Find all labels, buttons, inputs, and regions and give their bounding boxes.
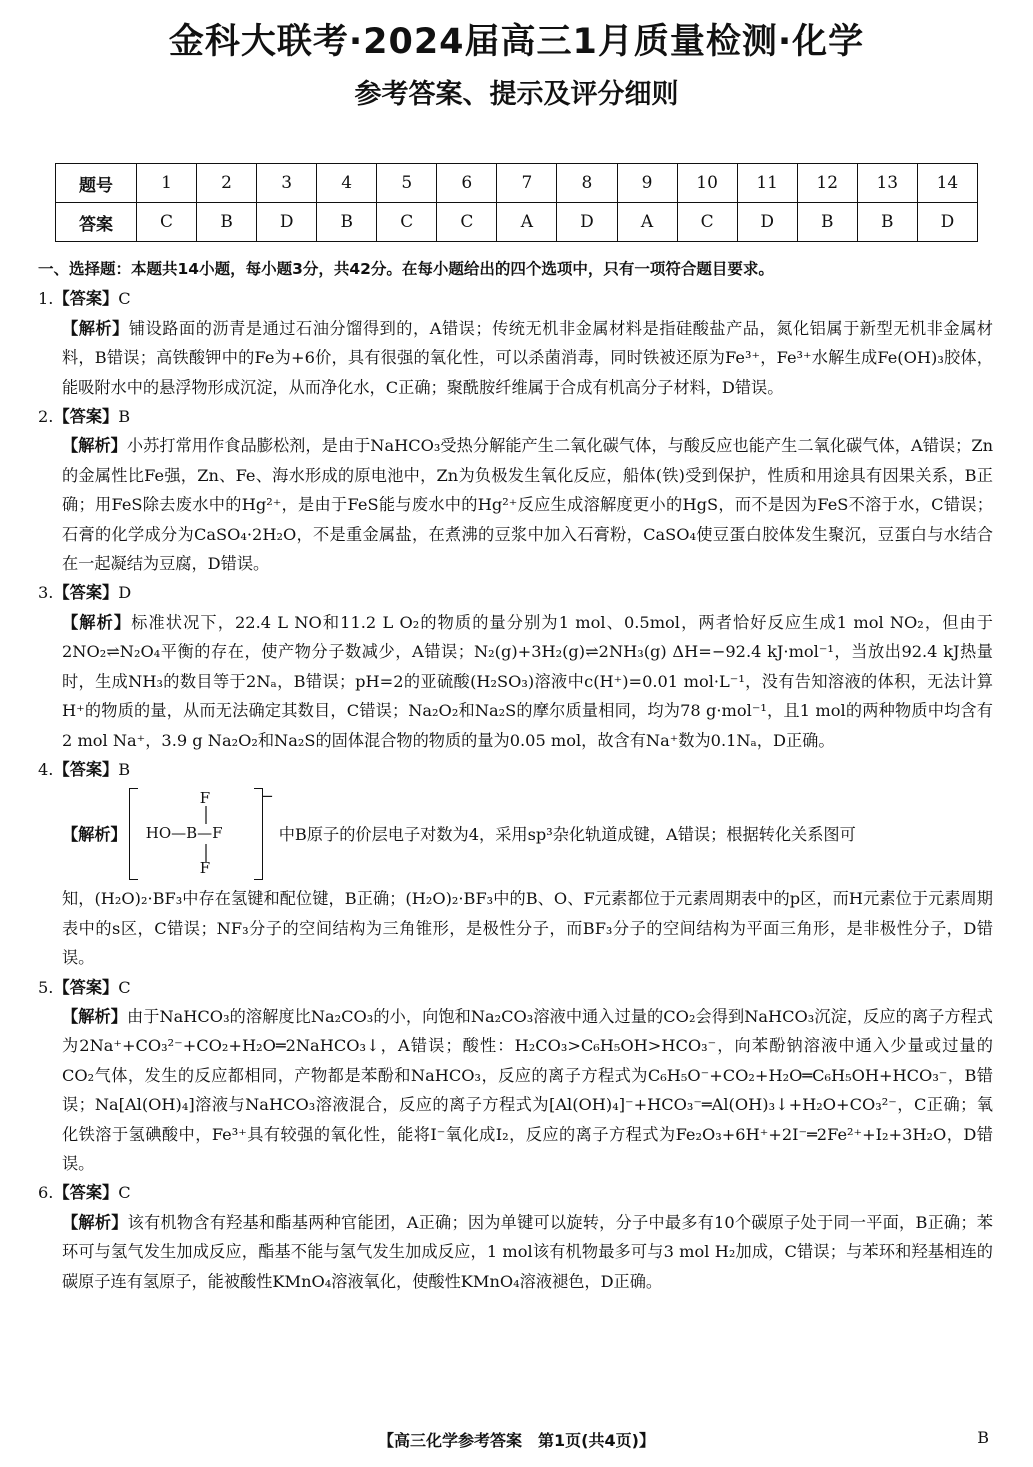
question-1-header — [38, 284, 993, 313]
table-cell: A — [497, 203, 557, 242]
answer-content — [38, 255, 993, 1296]
structure-main-chain: HO—B—F — [145, 824, 223, 843]
answer-label: 【答案】 — [53, 1183, 119, 1203]
analysis-text: 标准状况下，22.4 L NO和11.2 L O₂的物质的量分别为1 mol、0.5mol，两者恰好反应生成1 mol NO₂，但由于2NO₂⇌N₂O₄平衡的存在，使产物分子数减少，A错误；N₂(g)+3H₂(g)⇌2NH₃(g) ΔH=−92.4 kJ·mol⁻¹，当放出92.4 kJ热量时，生成NH₃的数目等于2Nₐ，B错误；pH=2的亚硫酸(H₂SO₃)溶液中c(H⁺)=0.01 mol·L⁻¹，没有告知溶液的体积，无法计算H⁺的物质的量，从而无法确定其数目，C错误；Na₂O₂和Na₂S的摩尔质量相同，均为78 g·mol⁻¹，且1 mol的两种物质中均含有2 mol Na⁺，3.9 g Na₂O₂和Na₂S的固体混合物的物质的量为0.05 mol，故含有Na⁺数为0.1Nₐ，D正确。 — [62, 612, 993, 750]
analysis-text: 知，(H₂O)₂·BF₃中存在氢键和配位键，B正确；(H₂O)₂·BF₃中的B、O、F元素都位于元素周期表中的p区，而H元素位于元素周期表中的s区，C错误；NF₃分子的空间结构为三角锥形，是极性分子，而BF₃分子的空间结构为平面三角形，是非极性分子，D错误。 — [62, 889, 993, 968]
question-answer: B — [118, 759, 131, 779]
table-cell: 2 — [197, 164, 257, 203]
table-cell: B — [317, 203, 377, 242]
answer-table — [55, 163, 978, 242]
analysis-label: 【解析】 — [62, 436, 127, 456]
answer-label: 【答案】 — [53, 289, 119, 309]
row-label-number: 题号 — [56, 164, 137, 203]
question-answer: D — [118, 583, 132, 603]
question-answer: C — [118, 977, 131, 997]
table-cell: D — [257, 203, 317, 242]
question-number: 4. — [38, 759, 54, 779]
bf3-complex-structure — [129, 787, 274, 880]
analysis-label: 【解析】 — [62, 824, 127, 844]
analysis-text: 该有机物含有羟基和酯基两种官能团，A正确；因为单键可以旋转，分子中最多有10个碳原子处于同一平面，B正确；苯环可与氢气发生加成反应，酯基不能与氢气发生加成反应，1 mol该有机物最多可与3 mol H₂加成，C错误；与苯环和羟基相连的碳原子连有氢原子，能被酸性KMnO₄溶液氧化，使酸性KMnO₄溶液褪色，D正确。 — [62, 1212, 993, 1291]
footer-text: 【高三化学参考答案 第1页(共4页)】 — [378, 1431, 655, 1450]
table-cell: 10 — [677, 164, 737, 203]
question-6-header — [38, 1178, 993, 1207]
question-6-analysis — [38, 1208, 993, 1296]
table-cell: B — [197, 203, 257, 242]
row-label-answer: 答案 — [56, 203, 137, 242]
table-cell: 11 — [737, 164, 797, 203]
question-answer: B — [118, 407, 131, 427]
answer-label: 【答案】 — [53, 583, 119, 603]
table-cell: 4 — [317, 164, 377, 203]
analysis-label: 【解析】 — [62, 318, 129, 338]
table-cell: D — [917, 203, 977, 242]
table-cell: 5 — [377, 164, 437, 203]
question-number: 6. — [38, 1183, 54, 1203]
question-answer: C — [118, 1183, 131, 1203]
question-3-analysis — [38, 608, 993, 755]
table-cell: C — [137, 203, 197, 242]
page-footer — [0, 1428, 1033, 1451]
answer-label: 【答案】 — [53, 759, 119, 779]
question-number: 2. — [38, 407, 54, 427]
analysis-text: 由于NaHCO₃的溶解度比Na₂CO₃的小，向饱和Na₂CO₃溶液中通入过量的CO₂会得到NaHCO₃沉淀，反应的离子方程式为2Na⁺+CO₃²⁻+CO₂+H₂O═2NaHCO₃↓，A错误；酸性：H₂CO₃>C₆H₅OH>HCO₃⁻，向苯酚钠溶液中通入少量或过量的CO₂气体，发生的反应都相同，产物都是苯酚和NaHCO₃，反应的离子方程式为C₆H₅O⁻+CO₂+H₂O═C₆H₅OH+HCO₃⁻，B错误；Na[Al(OH)₄]溶液与NaHCO₃溶液混合，反应的离子方程式为[Al(OH)₄]⁻+HCO₃⁻═Al(OH)₃↓+H₂O+CO₃²⁻，C正确；氧化铁溶于氢碘酸中，Fe³⁺具有较强的氧化性，能将I⁻氧化成I₂，反应的离子方程式为Fe₂O₃+6H⁺+2I⁻═2Fe²⁺+I₂+3H₂O，D错误。 — [62, 1006, 993, 1173]
table-cell: 12 — [797, 164, 857, 203]
analysis-label: 【解析】 — [62, 1212, 128, 1232]
table-cell: 14 — [917, 164, 977, 203]
section-heading: 一、选择题：本题共14小题，每小题3分，共42分。在每小题给出的四个选项中，只有一项符合题目要求。 — [38, 260, 774, 278]
question-4-header — [38, 755, 993, 784]
question-number: 5. — [38, 977, 54, 997]
table-cell: 6 — [437, 164, 497, 203]
table-cell: 13 — [857, 164, 917, 203]
question-2-analysis — [38, 431, 993, 578]
structure-top-atom: F — [199, 789, 211, 808]
table-row-answers — [56, 203, 978, 242]
question-4-structure-row — [38, 784, 993, 884]
question-1-analysis — [38, 314, 993, 402]
analysis-label: 【解析】 — [62, 612, 132, 632]
table-row-numbers — [56, 164, 978, 203]
table-cell: 8 — [557, 164, 617, 203]
analysis-text-first-line: 中B原子的价层电子对数为4，采用sp³杂化轨道成键，A错误；根据转化关系图可 — [278, 824, 856, 844]
page-title: 金科大联考·2024届高三1月质量检测·化学 — [168, 22, 865, 62]
question-2-header — [38, 402, 993, 431]
table-cell: A — [617, 203, 677, 242]
table-cell: C — [677, 203, 737, 242]
table-cell: 9 — [617, 164, 677, 203]
structure-bottom-atom: F — [199, 859, 211, 878]
table-cell: D — [557, 203, 617, 242]
question-5-analysis — [38, 1002, 993, 1178]
question-4-analysis — [38, 884, 993, 972]
page-subtitle: 参考答案、提示及评分细则 — [354, 79, 679, 110]
table-cell: B — [797, 203, 857, 242]
analysis-label: 【解析】 — [62, 1006, 127, 1026]
analysis-text: 小苏打常用作食品膨松剂，是由于NaHCO₃受热分解能产生二氧化碳气体，与酸反应也能产生二氧化碳气体，A错误；Zn的金属性比Fe强，Zn、Fe、海水形成的原电池中，Zn为负极发生氧化反应，船体(铁)受到保护，性质和用途具有因果关系，B正确；用FeS除去废水中的Hg²⁺，是由于FeS能与废水中的Hg²⁺反应生成溶解度更小的HgS，而不是因为FeS不溶于水，C错误；石膏的化学成分为CaSO₄·2H₂O，不是重金属盐，在煮沸的豆浆中加入石膏粉，CaSO₄使豆蛋白胶体发生聚沉，豆蛋白与水结合在一起凝结为豆腐，D错误。 — [62, 436, 994, 574]
question-5-header — [38, 973, 993, 1002]
version-mark: B — [977, 1428, 989, 1447]
structure-charge: − — [261, 787, 274, 806]
question-number: 3. — [38, 583, 54, 603]
table-cell: D — [737, 203, 797, 242]
table-cell: C — [377, 203, 437, 242]
table-cell: 7 — [497, 164, 557, 203]
table-cell: C — [437, 203, 497, 242]
table-cell: B — [857, 203, 917, 242]
table-cell: 3 — [257, 164, 317, 203]
question-answer: C — [118, 289, 131, 309]
answer-label: 【答案】 — [53, 977, 119, 997]
answer-label: 【答案】 — [53, 407, 119, 427]
question-3-header — [38, 578, 993, 607]
analysis-text: 铺设路面的沥青是通过石油分馏得到的，A错误；传统无机非金属材料是指硅酸盐产品，氮化铝属于新型无机非金属材料，B错误；高铁酸钾中的Fe为+6价，具有很强的氧化性，可以杀菌消毒，同时铁被还原为Fe³⁺，Fe³⁺水解生成Fe(OH)₃胶体，能吸附水中的悬浮物形成沉淀，从而净化水，C正确；聚酰胺纤维属于合成有机高分子材料，D错误。 — [62, 318, 993, 397]
table-cell: 1 — [137, 164, 197, 203]
question-number: 1. — [38, 289, 54, 309]
